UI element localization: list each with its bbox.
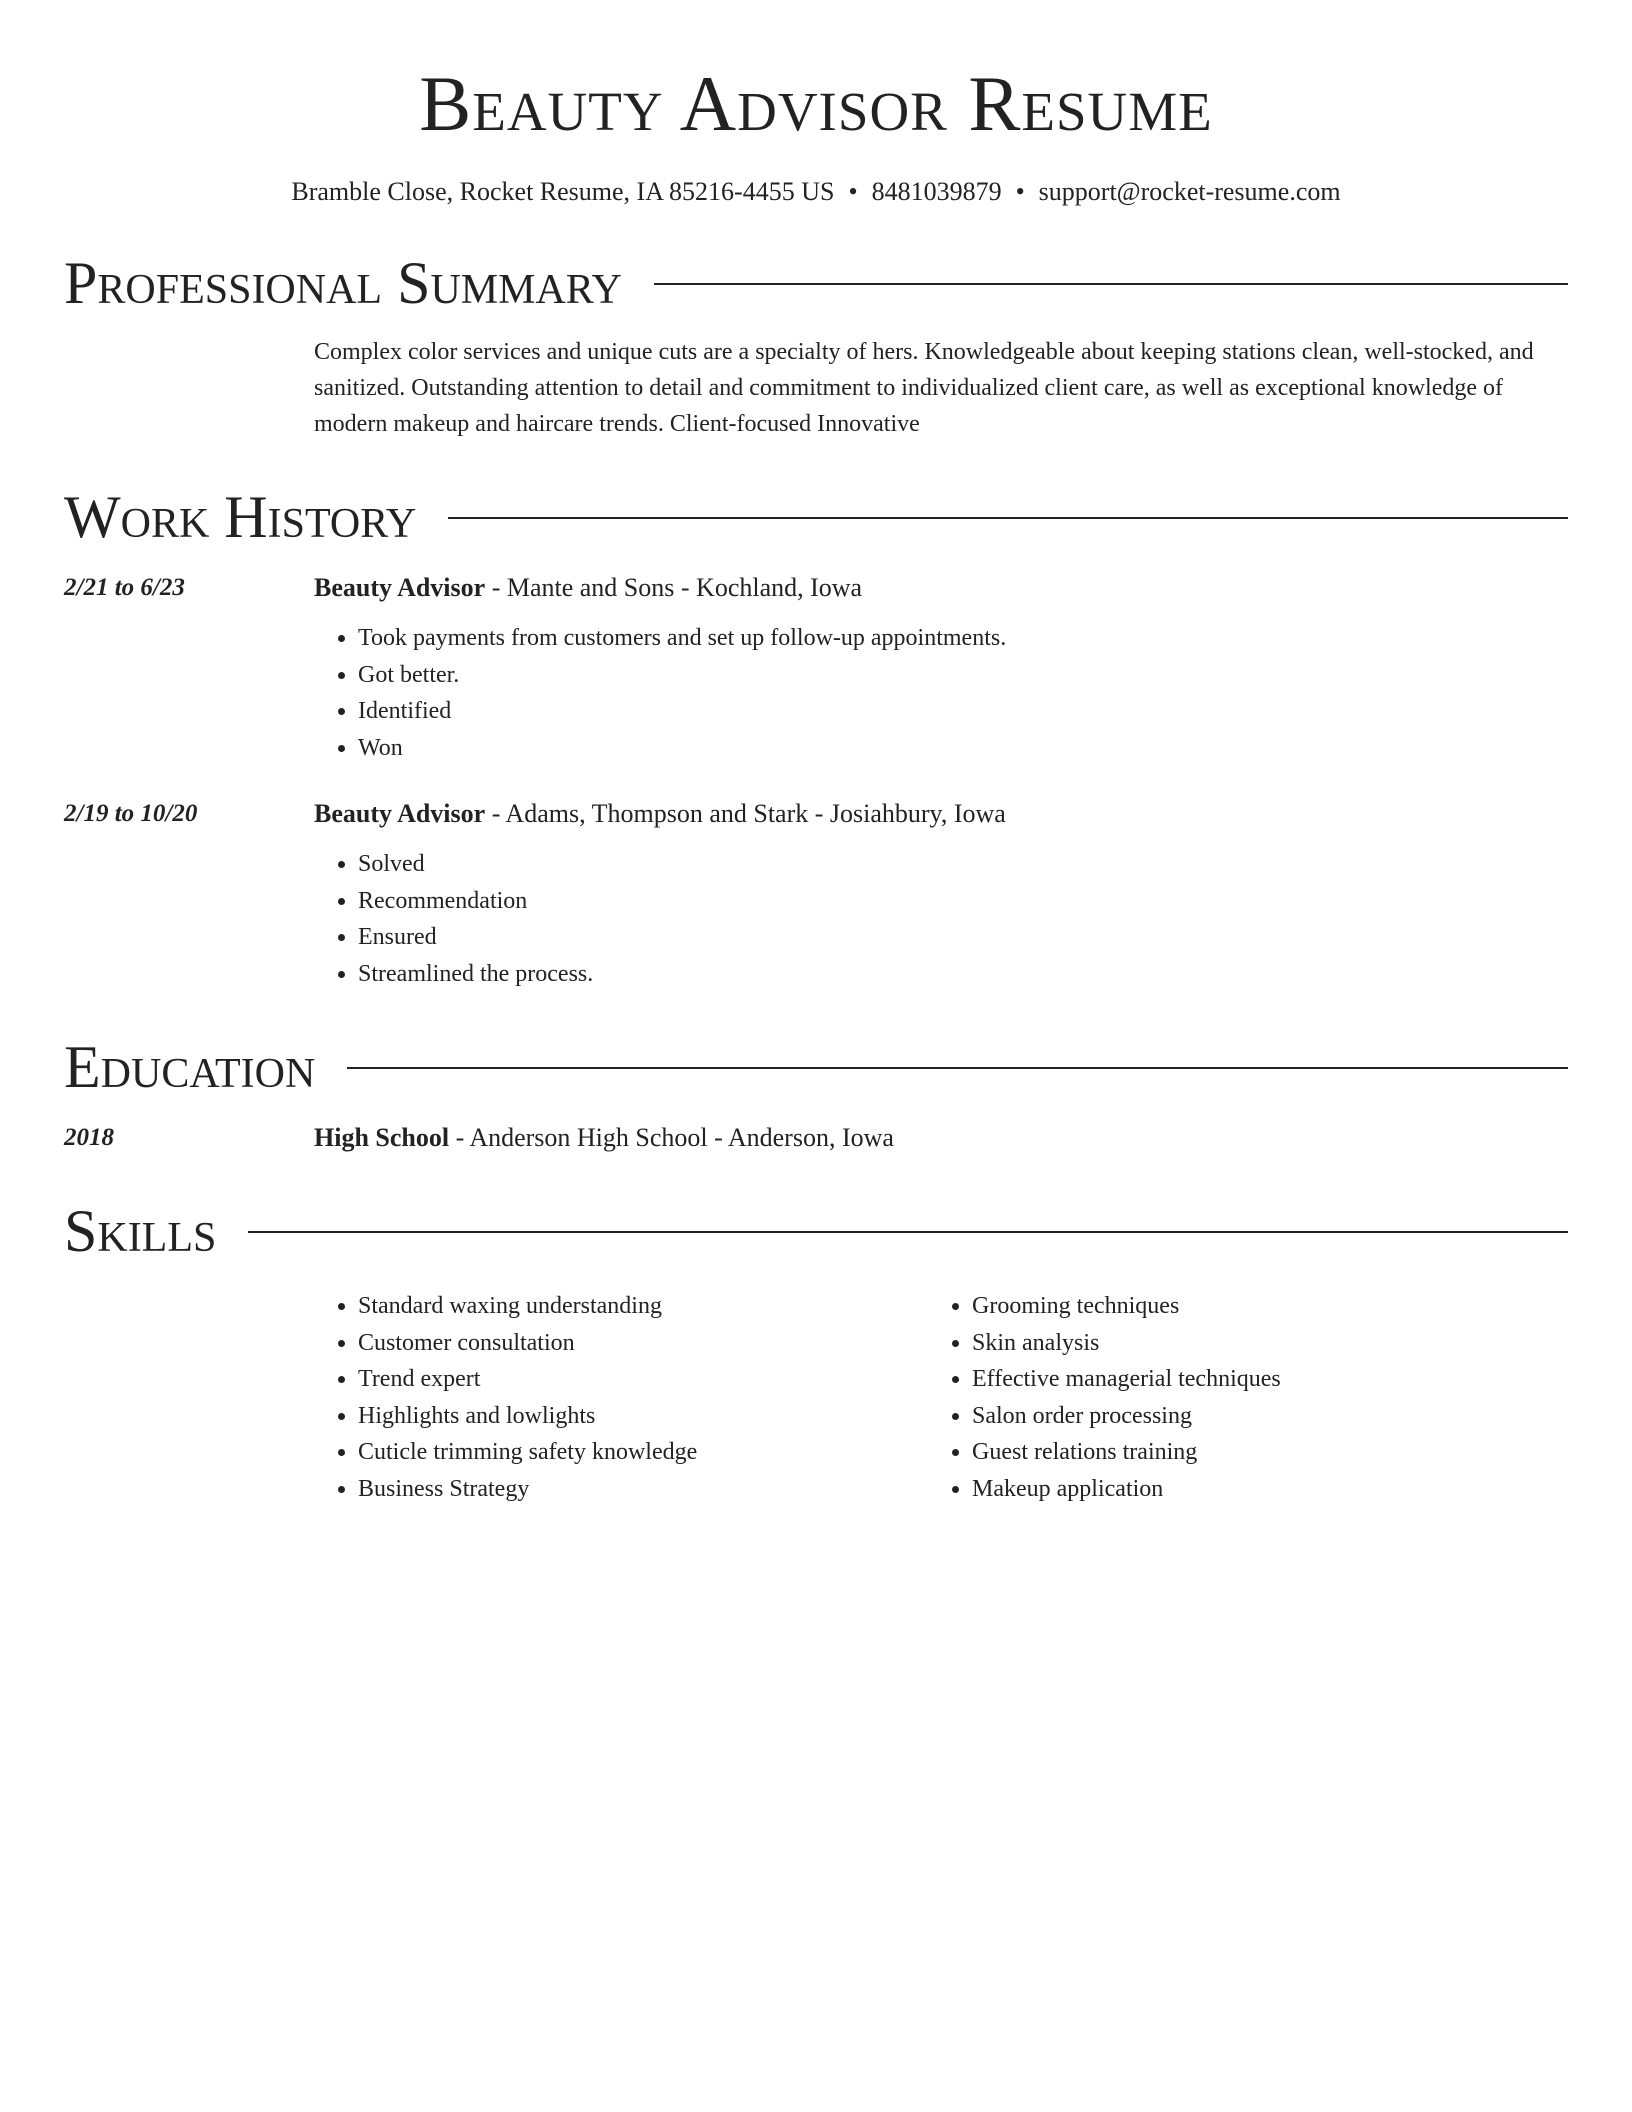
list-item: • Got better. — [358, 657, 1568, 694]
education-details: - Anderson High School - Anderson, Iowa — [449, 1123, 894, 1152]
list-item: • Ensured — [358, 919, 1568, 956]
job-dates: 2/21 to 6/23 — [64, 574, 185, 601]
list-item: • Business Strategy — [358, 1471, 928, 1508]
section-divider — [448, 517, 1568, 519]
summary-heading: Professional Summary — [64, 250, 622, 316]
list-item: • Cuticle trimming safety knowledge — [358, 1434, 928, 1471]
list-item: • Grooming techniques — [972, 1288, 1542, 1325]
list-item: • Solved — [358, 846, 1568, 883]
education-degree: High School — [314, 1123, 450, 1152]
job-body — [314, 796, 1568, 992]
list-item: • Streamlined the process. — [358, 956, 1568, 993]
education-section-header — [64, 1032, 1568, 1102]
skills-column-left — [314, 1288, 928, 1507]
list-item: • Won — [358, 730, 1568, 767]
work-heading: Work History — [64, 484, 417, 550]
job-title: Beauty Advisor — [314, 799, 486, 828]
job-body — [314, 570, 1568, 766]
job-details: - Adams, Thompson and Stark - Josiahbury, Iowa — [485, 799, 1006, 828]
contact-separator: • — [848, 177, 858, 206]
list-item: • Skin analysis — [972, 1325, 1542, 1362]
skills-column-right — [928, 1288, 1542, 1507]
contact-line — [64, 176, 1568, 208]
skills-section-header — [64, 1196, 1568, 1266]
job-headline — [314, 796, 1568, 832]
contact-email: support@rocket-resume.com — [1038, 177, 1341, 206]
list-item: • Highlights and lowlights — [358, 1398, 928, 1435]
document-title: Beauty Advisor Resume — [419, 60, 1213, 147]
list-item: • Trend expert — [358, 1361, 928, 1398]
education-body — [314, 1120, 1568, 1156]
list-item: • Took payments from customers and set up follow-up appointments. — [358, 620, 1568, 657]
job-entry — [64, 570, 1568, 766]
skills-heading: Skills — [64, 1198, 217, 1264]
job-entry — [64, 796, 1568, 992]
education-headline — [314, 1120, 1568, 1156]
list-item: • Customer consultation — [358, 1325, 928, 1362]
education-year: 2018 — [64, 1124, 114, 1151]
job-dates: 2/19 to 10/20 — [64, 800, 198, 827]
job-bullets — [314, 620, 1568, 766]
list-item: • Identified — [358, 693, 1568, 730]
contact-address: Bramble Close, Rocket Resume, IA 85216-4455 US — [291, 177, 835, 206]
summary-text: Complex color services and unique cuts are a specialty of hers. Knowledgeable about keeping stations clean, well-stocked, and sanitized. Outstanding attention to detail and commitment to individualized client care, as well as exceptional knowledge of modern makeup and haircare trends. Client-focused Innovative — [314, 339, 1534, 437]
job-bullets — [314, 846, 1568, 992]
work-section-header — [64, 482, 1568, 552]
list-item: • Recommendation — [358, 883, 1568, 920]
list-item: • Makeup application — [972, 1471, 1542, 1508]
list-item: • Salon order processing — [972, 1398, 1542, 1435]
skills-list — [314, 1288, 1568, 1507]
list-item: • Guest relations training — [972, 1434, 1542, 1471]
list-item: • Standard waxing understanding — [358, 1288, 928, 1325]
section-divider — [654, 283, 1568, 285]
job-title: Beauty Advisor — [314, 573, 486, 602]
contact-separator: • — [1015, 177, 1025, 206]
education-heading: Education — [64, 1034, 316, 1100]
section-divider — [347, 1067, 1568, 1069]
job-headline — [314, 570, 1568, 606]
list-item: • Effective managerial techniques — [972, 1361, 1542, 1398]
contact-phone: 8481039879 — [871, 177, 1002, 206]
section-divider — [248, 1231, 1568, 1233]
education-entry — [64, 1120, 1568, 1156]
summary-section-header — [64, 248, 1568, 318]
job-details: - Mante and Sons - Kochland, Iowa — [485, 573, 863, 602]
